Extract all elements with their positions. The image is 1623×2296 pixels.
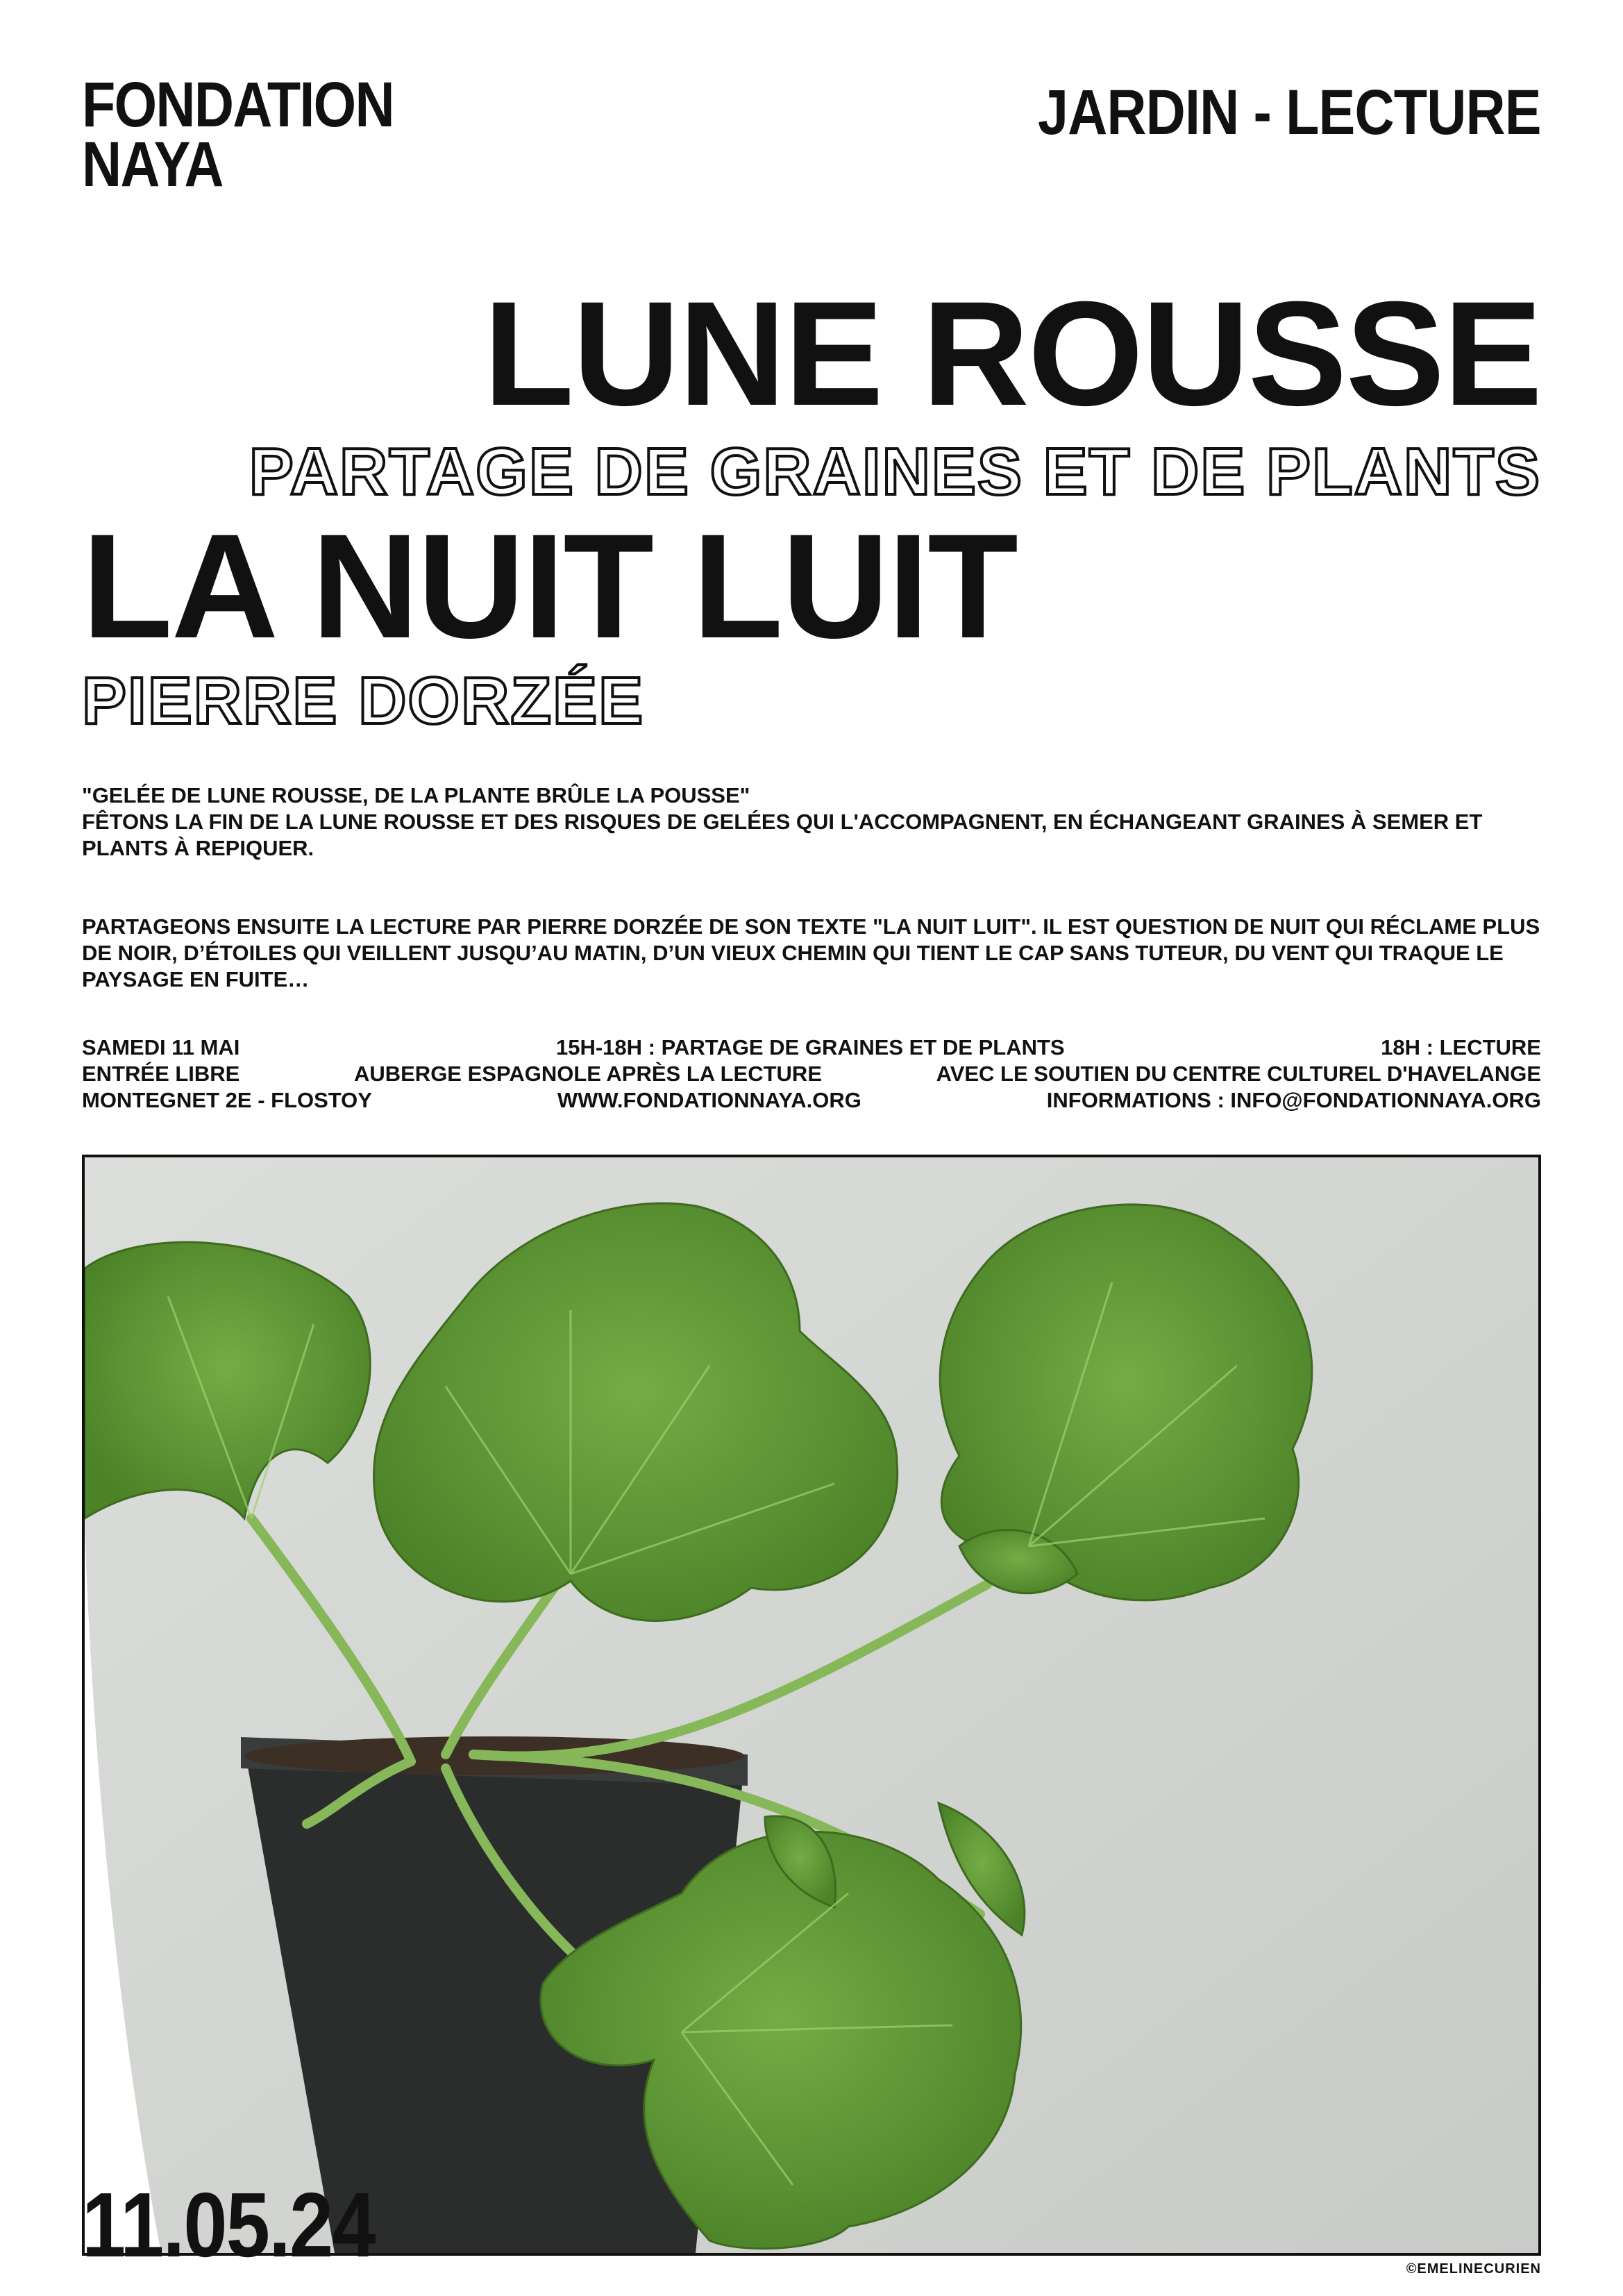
event-date-large: 11.05.24 [82, 2174, 375, 2276]
info-auberge: AUBERGE ESPAGNOLE APRÈS LA LECTURE [353, 1062, 822, 1086]
plant-illustration [85, 1157, 1538, 2253]
logo-line-2: NAYA [82, 129, 223, 200]
info-support: AVEC LE SOUTIEN DU CENTRE CULTUREL D'HAVELANGE [936, 1062, 1541, 1086]
section-label: JARDIN - LECTURE [1038, 77, 1541, 148]
event-subtitle-seed-exchange: PARTAGE DE GRAINES ET DE PLANTS [249, 435, 1541, 509]
event-subtitle-author: PIERRE DORZÉE [82, 664, 645, 738]
info-address: MONTEGNET 2E - FLOSTOY [82, 1088, 372, 1112]
info-date: SAMEDI 11 MAI [82, 1035, 240, 1059]
event-title-lune-rousse: LUNE ROUSSE [483, 271, 1541, 437]
photo-credit: ©EMELINECURIEN [1406, 2261, 1541, 2277]
info-row-3 [82, 1087, 1541, 1114]
info-row-2 [82, 1061, 1541, 1087]
proverb-quote: "GELÉE DE LUNE ROUSSE, DE LA PLANTE BRÛLE LA POUSSE" [82, 783, 750, 807]
plant-photo [82, 1155, 1541, 2256]
info-email: INFORMATIONS : INFO@FONDATIONNAYA.ORG [1046, 1088, 1541, 1112]
info-entry: ENTRÉE LIBRE [82, 1062, 240, 1086]
info-exchange-time: 15H-18H : PARTAGE DE GRAINES ET DE PLANTS [555, 1035, 1065, 1059]
description-paragraph-2: PARTAGEONS ENSUITE LA LECTURE PAR PIERRE DORZÉE DE SON TEXTE "LA NUIT LUIT". IL EST QUESTION DE NUIT QUI RÉCLAME PLUS DE NOIR, D’ÉTOILES QUI VEILLENT JUSQU’AU MATIN, D’UN VIEUX CHEMIN QUI TIENT LE CAP SANS TUTEUR, DU VENT QUI TRAQUE LE PAYSAGE EN FUITE… [82, 914, 1540, 991]
info-website: WWW.FONDATIONNAYA.ORG [557, 1088, 861, 1112]
info-row-1 [82, 1034, 1541, 1061]
description-paragraph-1: FÊTONS LA FIN DE LA LUNE ROUSSE ET DES RISQUES DE GELÉES QUI L'ACCOMPAGNENT, EN ÉCHANGEANT GRAINES À SEMER ET PLANTS À REPIQUER. [82, 810, 1483, 860]
fondation-naya-logo [82, 69, 394, 200]
info-reading-time: 18H : LECTURE [1381, 1035, 1541, 1059]
event-info [82, 1034, 1541, 1114]
description-block-1 [82, 782, 1541, 862]
logo-line-1: FONDATION [82, 69, 394, 140]
event-title-la-nuit-luit: LA NUIT LUIT [82, 503, 1017, 669]
